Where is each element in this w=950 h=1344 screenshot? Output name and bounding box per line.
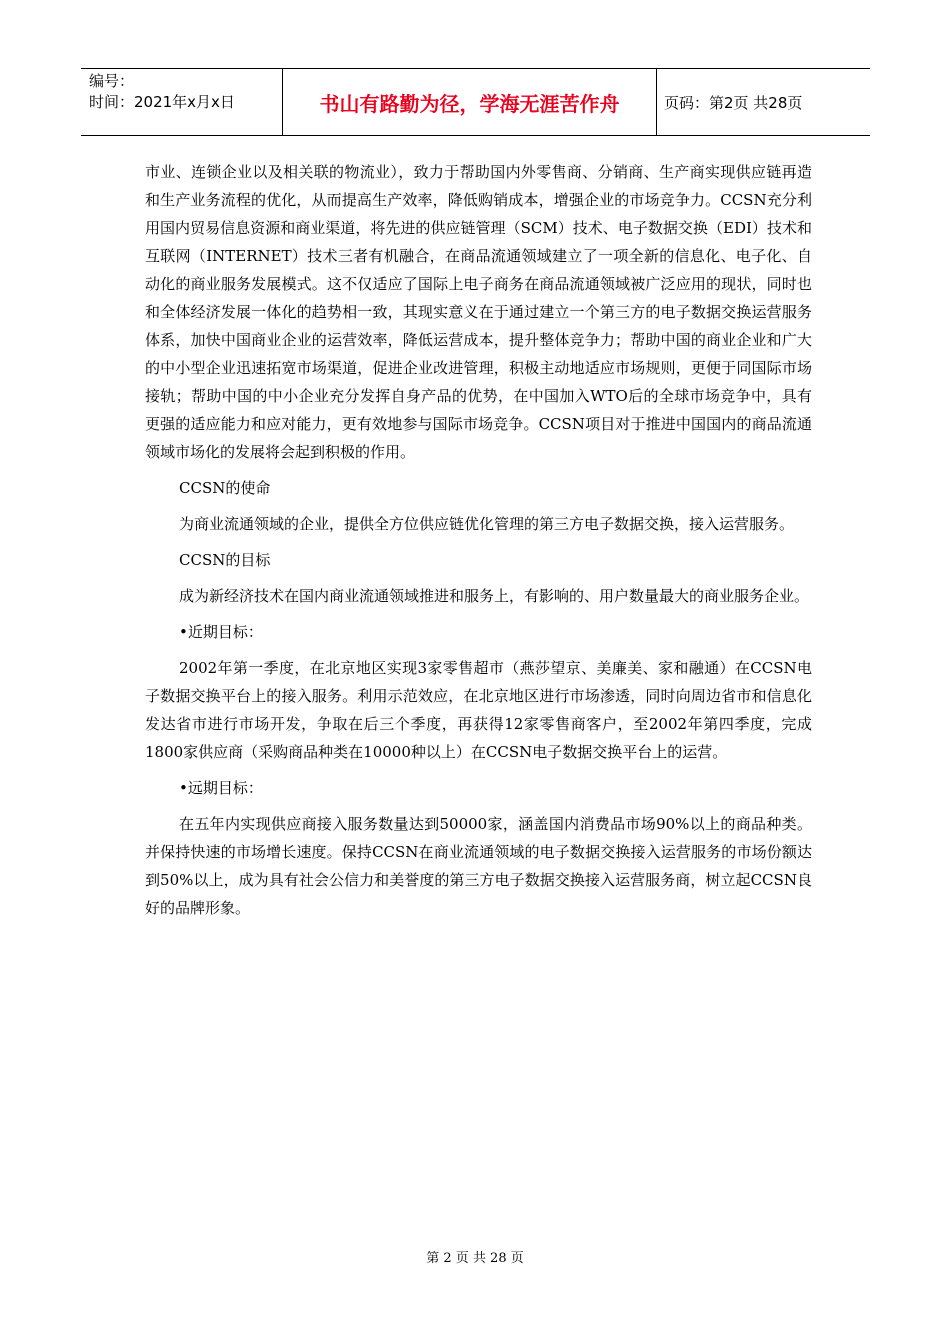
header-meta xyxy=(81,69,282,135)
body-paragraph: 为商业流通领域的企业，提供全方位供应链优化管理的第三方电子数据交换，接入运营服务。 xyxy=(179,515,795,533)
body-paragraph: 成为新经济技术在国内商业流通领域推进和服务上，有影响的、用户数量最大的商业服务企业。 xyxy=(179,587,810,605)
document-body xyxy=(145,158,812,930)
page-footer: 第 2 页 共 28 页 xyxy=(426,1251,524,1266)
body-paragraph: 2002年第一季度，在北京地区实现3家零售超市（燕莎望京、美廉美、家和融通）在CCSN电子数据交换平台上的接入服务。利用示范效应，在北京地区进行市场渗透，同时向周边省市和信息化发达省市进行市场开发，争取在后三个季度，再获得12家零售商客户，至2002年第四季度，完成1800家供应商（采购商品种类在10000种以上）在CCSN电子数据交换平台上的运营。 xyxy=(145,659,812,761)
header-motto: 书山有路勤为径，学海无涯苦作舟 xyxy=(282,69,657,135)
header-page-info: 页码：第2页 共28页 xyxy=(664,93,803,112)
bullet-heading: •远期目标： xyxy=(179,779,263,797)
document-number-label: 编号： xyxy=(89,72,135,90)
body-paragraph: 在五年内实现供应商接入服务数量达到50000家，涵盖国内消费品市场90%以上的商品种类。并保持快速的市场增长速度。保持CCSN在商业流通领域的电子数据交换接入运营服务的市场份额达到50%以上，成为具有社会公信力和美誉度的第三方电子数据交换接入运营服务商，树立起CCSN良好的品牌形象。 xyxy=(145,815,812,917)
document-date: 时间：2021年x月x日 xyxy=(89,93,235,111)
section-heading: CCSN的使命 xyxy=(179,479,271,497)
bullet-heading: •近期目标： xyxy=(179,623,263,641)
page-header xyxy=(81,68,870,136)
section-heading: CCSN的目标 xyxy=(179,551,271,569)
body-paragraph: 市业、连锁企业以及相关联的物流业），致力于帮助国内外零售商、分销商、生产商实现供应链再造和生产业务流程的优化，从而提高生产效率，降低购销成本，增强企业的市场竞争力。CCSN充分利用国内贸易信息资源和商业渠道，将先进的供应链管理（SCM）技术、电子数据交换（EDI）技术和互联网（INTERNET）技术三者有机融合，在商品流通领域建立了一项全新的信息化、电子化、自动化的商业服务发展模式。这不仅适应了国际上电子商务在商品流通领域被广泛应用的现状，同时也和全体经济发展一体化的趋势相一致，其现实意义在于通过建立一个第三方的电子数据交换运营服务体系，加快中国商业企业的运营效率，降低运营成本，提升整体竞争力；帮助中国的商业企业和广大的中小型企业迅速拓宽市场渠道，促进企业改进管理，积极主动地适应市场规则，更便于同国际市场接轨；帮助中国的中小企业充分发挥自身产品的优势，在中国加入WTO后的全球市场竞争中，具有更强的适应能力和应对能力，更有效地参与国际市场竞争。CCSN项目对于推进中国国内的商品流通领域市场化的发展将会起到积极的作用。 xyxy=(145,163,812,461)
